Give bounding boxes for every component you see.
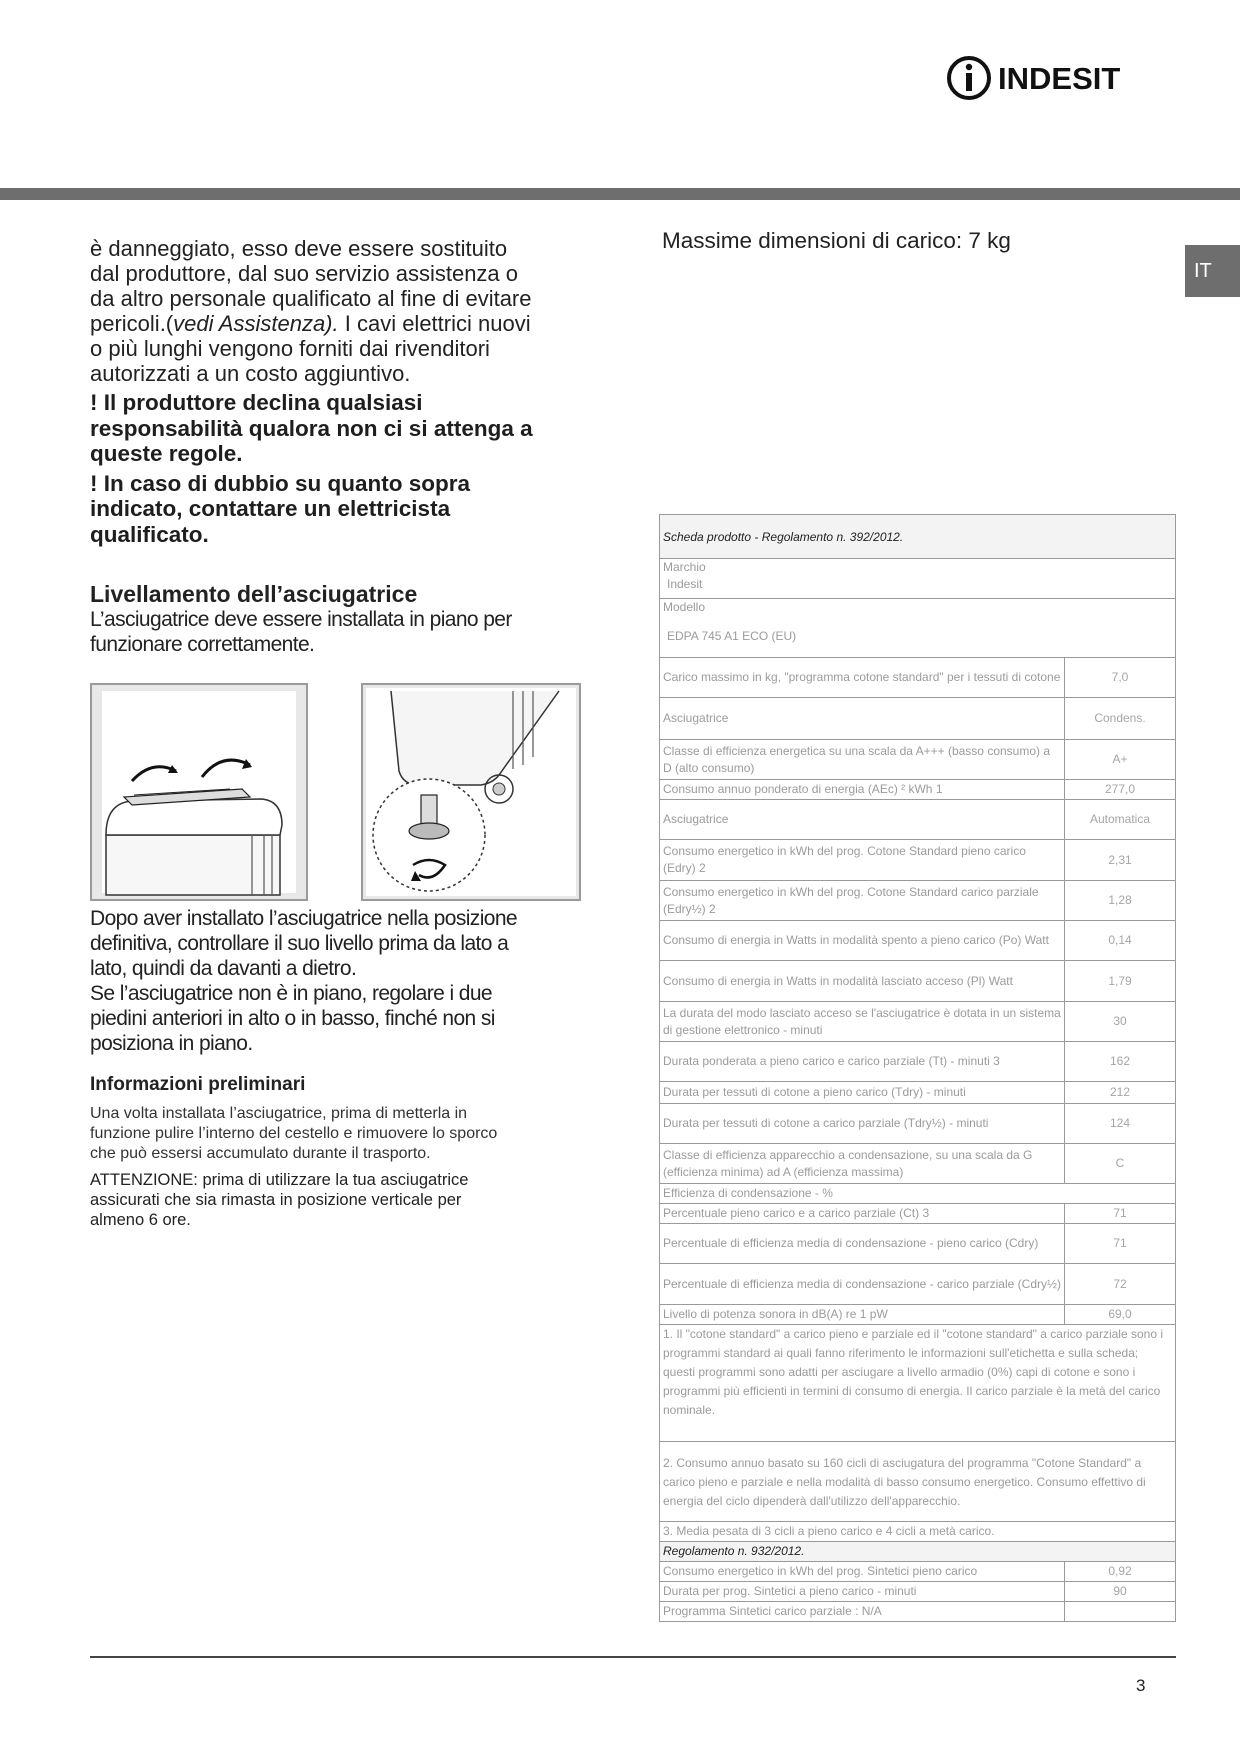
row-label: Programma Sintetici carico parziale : N/A	[660, 1602, 1065, 1622]
product-sheet-table	[659, 514, 1176, 1622]
warning-line: indicato, contattare un elettricista	[90, 496, 451, 521]
intro-line: dal produttore, dal suo servizio assistenza o	[90, 261, 519, 286]
table-row	[660, 1144, 1176, 1184]
row-label: Consumo di energia in Watts in modalità lasciato acceso (Pl) Watt	[660, 961, 1065, 1002]
brand-value: Indesit	[667, 577, 703, 591]
model-value: EDPA 745 A1 ECO (EU)	[667, 629, 797, 643]
row-value: C	[1065, 1144, 1176, 1184]
attention-paragraph	[90, 1170, 590, 1230]
row-value	[1065, 1602, 1176, 1622]
intro-line: autorizzati a un costo aggiuntivo.	[90, 361, 411, 386]
note-1: 1. Il "cotone standard" a carico pieno e parziale ed il "cotone standard" a carico parziale sono i programmi standard ai quali fanno riferimento le informazioni sull'etichetta e sulla scheda; questi programmi sono adatti per asciugare a livello armadio (0%) capi di cotone e sono i programmi più efficienti in termini di consumo di energia. Il carico parziale è la metà del carico nominale.	[660, 1325, 1176, 1442]
row-label: Consumo annuo ponderato di energia (AEc) ² kWh 1	[660, 780, 1065, 800]
warning-line: ! In caso di dubbio su quanto sopra	[90, 470, 471, 496]
info-line: Una volta installata l’asciugatrice, prima di metterla in	[90, 1105, 468, 1122]
attention-line: almeno 6 ore.	[90, 1211, 191, 1229]
row-label: Consumo energetico in kWh del prog. Cotone Standard pieno carico (Edry) 2	[660, 840, 1065, 881]
attention-label: ATTENZIONE:	[90, 1171, 198, 1189]
intro-line: è danneggiato, esso deve essere sostituito	[90, 236, 508, 261]
row-label: Carico massimo in kg, "programma cotone standard" per i tessuti di cotone	[660, 658, 1065, 698]
row-value: 71	[1065, 1224, 1176, 1264]
after-line: Se l’asciugatrice non è in piano, regolare i due	[90, 982, 492, 1005]
row-value: Condens.	[1065, 698, 1176, 740]
row-label: Classe di efficienza apparecchio a condensazione, su una scala da G (efficienza minima) ad A (efficienza massima)	[660, 1144, 1065, 1184]
row-value: A+	[1065, 740, 1176, 780]
note-2: 2. Consumo annuo basato su 160 cicli di asciugatura del programma "Cotone Standard" a carico pieno e parziale e nella modalità di basso consumo energetico. Consumo effettivo di energia del ciclo dipenderà dall'utilizzo dell'apparecchio.	[660, 1442, 1176, 1522]
table-row	[660, 840, 1176, 881]
table-row	[660, 1224, 1176, 1264]
table-row	[660, 961, 1176, 1002]
max-load-title: Massime dimensioni di carico: 7 kg	[662, 228, 1011, 253]
sheet-header: Scheda prodotto - Regolamento n. 392/2012.	[660, 515, 1176, 559]
row-label: Durata per tessuti di cotone a carico parziale (Tdry½) - minuti	[660, 1104, 1065, 1144]
row-value: Automatica	[1065, 800, 1176, 840]
after-line: posiziona in piano.	[90, 1032, 253, 1055]
after-line: lato, quindi da davanti a dietro.	[90, 957, 357, 980]
row-label: Percentuale di efficienza media di condensazione - carico parziale (Cdry½)	[660, 1264, 1065, 1305]
row-label: Classe di efficienza energetica su una scala da A+++ (basso consumo) a D (alto consumo)	[660, 740, 1065, 780]
footer-rule	[90, 1656, 1176, 1658]
leveling-line: funzionare correttamente.	[90, 633, 315, 656]
info-line: che può essersi accumulato durante il trasporto.	[90, 1145, 431, 1162]
model-label: Modello	[663, 600, 706, 614]
indesit-logo-mark	[944, 53, 1154, 103]
warning-line: queste regole.	[90, 441, 243, 466]
brand-label: Marchio	[663, 560, 706, 574]
dryer-top-level-illustration	[92, 685, 306, 899]
attention-line: assicurati che sia rimasta in posizione verticale per	[90, 1191, 462, 1209]
table-row	[660, 1305, 1176, 1325]
row-value: 124	[1065, 1104, 1176, 1144]
warning-2	[90, 471, 590, 548]
row-label: Consumo energetico in kWh del prog. Cotone Standard carico parziale (Edry½) 2	[660, 881, 1065, 921]
row-value: 162	[1065, 1042, 1176, 1082]
figure-level-dryer-top	[90, 683, 308, 901]
row-value: 30	[1065, 1002, 1176, 1042]
row-label: La durata del modo lasciato acceso se l'asciugatrice è dotata in un sistema di gestione elettronico - minuti	[660, 1002, 1065, 1042]
info-paragraph	[90, 1104, 590, 1164]
warning-line: qualificato.	[90, 521, 209, 547]
row-label: Percentuale pieno carico e a carico parziale (Ct) 3	[660, 1204, 1065, 1224]
row-label: Asciugatrice	[660, 698, 1065, 740]
info-line: funzione pulire l’interno del cestello e rimuovere lo sporco	[90, 1125, 498, 1142]
table-row	[660, 1042, 1176, 1082]
table-row	[660, 698, 1176, 740]
row-value: 1,79	[1065, 961, 1176, 1002]
note-3: 3. Media pesata di 3 cicli a pieno carico e 4 cicli a metà carico.	[660, 1522, 1176, 1542]
row-value: 277,0	[1065, 780, 1176, 800]
intro-pre: pericoli.(	[90, 311, 174, 336]
brand-name: INDESIT	[998, 61, 1121, 96]
row-value: 2,31	[1065, 840, 1176, 881]
table-row	[660, 1442, 1176, 1522]
row-value: 71	[1065, 1204, 1176, 1224]
row-value: 7,0	[1065, 658, 1176, 698]
row-value: 0,92	[1065, 1562, 1176, 1582]
table-row	[660, 1542, 1176, 1562]
table-row	[660, 658, 1176, 698]
table-row	[660, 1582, 1176, 1602]
row-value: 90	[1065, 1582, 1176, 1602]
table-row	[660, 1104, 1176, 1144]
table-row	[660, 1562, 1176, 1582]
row-label: Consumo di energia in Watts in modalità spento a pieno carico (Po) Watt	[660, 921, 1065, 961]
intro-paragraph	[90, 236, 590, 386]
row-label: Durata ponderata a pieno carico e carico parziale (Tt) - minuti 3	[660, 1042, 1065, 1082]
table-row	[660, 881, 1176, 921]
warning-line: ! Il produttore declina qualsiasi	[90, 390, 423, 415]
figure-adjust-feet	[361, 683, 581, 901]
leveling-line: L’asciugatrice deve essere installata in piano per	[90, 608, 512, 631]
row-label: Livello di potenza sonora in dB(A) re 1 pW	[660, 1305, 1065, 1325]
table-row	[660, 515, 1176, 559]
table-row	[660, 800, 1176, 840]
leveling-paragraph	[90, 607, 590, 657]
info-title: Informazioni preliminari	[90, 1074, 306, 1095]
after-line: piedini anteriori in alto o in basso, finché non si	[90, 1007, 495, 1030]
row-label: Percentuale di efficienza media di condensazione - pieno carico (Cdry)	[660, 1224, 1065, 1264]
model-cell	[660, 599, 1176, 658]
table-row	[660, 1325, 1176, 1442]
condensation-header: Efficienza di condensazione - %	[660, 1184, 1176, 1204]
row-value: 0,14	[1065, 921, 1176, 961]
regulation-932-header: Regolamento n. 932/2012.	[660, 1542, 1176, 1562]
row-label: Durata per prog. Sintetici a pieno carico - minuti	[660, 1582, 1065, 1602]
after-install-paragraph	[90, 906, 590, 1056]
table-row	[660, 1082, 1176, 1104]
table-row	[660, 740, 1176, 780]
table-row	[660, 780, 1176, 800]
page-number: 3	[1136, 1676, 1146, 1695]
row-value: 69,0	[1065, 1305, 1176, 1325]
row-value: 1,28	[1065, 881, 1176, 921]
after-line: Dopo aver installato l’asciugatrice nella posizione	[90, 907, 517, 930]
after-line: definitiva, controllare il suo livello prima da lato a	[90, 932, 509, 955]
table-row	[660, 921, 1176, 961]
table-row	[660, 1602, 1176, 1622]
header-rule	[0, 188, 1240, 200]
attention-line: prima di utilizzare la tua asciugatrice	[197, 1171, 469, 1189]
leveling-title: Livellamento dell’asciugatrice	[90, 581, 418, 607]
table-row	[660, 1522, 1176, 1542]
intro-line: o più lunghi vengono forniti dai rivenditori	[90, 336, 490, 361]
row-value: 212	[1065, 1082, 1176, 1104]
brand-cell	[660, 559, 1176, 599]
table-row	[660, 1204, 1176, 1224]
row-label: Asciugatrice	[660, 800, 1065, 840]
table-row	[660, 1184, 1176, 1204]
left-column-lower	[90, 906, 590, 1230]
left-column	[90, 236, 590, 657]
row-value: 72	[1065, 1264, 1176, 1305]
table-row	[660, 1264, 1176, 1305]
language-tab: IT	[1185, 245, 1240, 297]
row-label: Consumo energetico in kWh del prog. Sintetici pieno carico	[660, 1562, 1065, 1582]
warning-line: responsabilità qualora non ci si attenga a	[90, 415, 533, 441]
warning-1	[90, 390, 590, 467]
table-row	[660, 559, 1176, 599]
dryer-feet-adjust-illustration	[363, 685, 579, 899]
assistance-reference: vedi Assistenza).	[173, 311, 339, 336]
indesit-logo	[944, 53, 1154, 103]
intro-line: da altro personale qualificato al fine di evitare	[90, 286, 532, 311]
table-row	[660, 599, 1176, 658]
table-row	[660, 1002, 1176, 1042]
row-label: Durata per tessuti di cotone a pieno carico (Tdry) - minuti	[660, 1082, 1065, 1104]
intro-post: I cavi elettrici nuovi	[338, 311, 531, 336]
